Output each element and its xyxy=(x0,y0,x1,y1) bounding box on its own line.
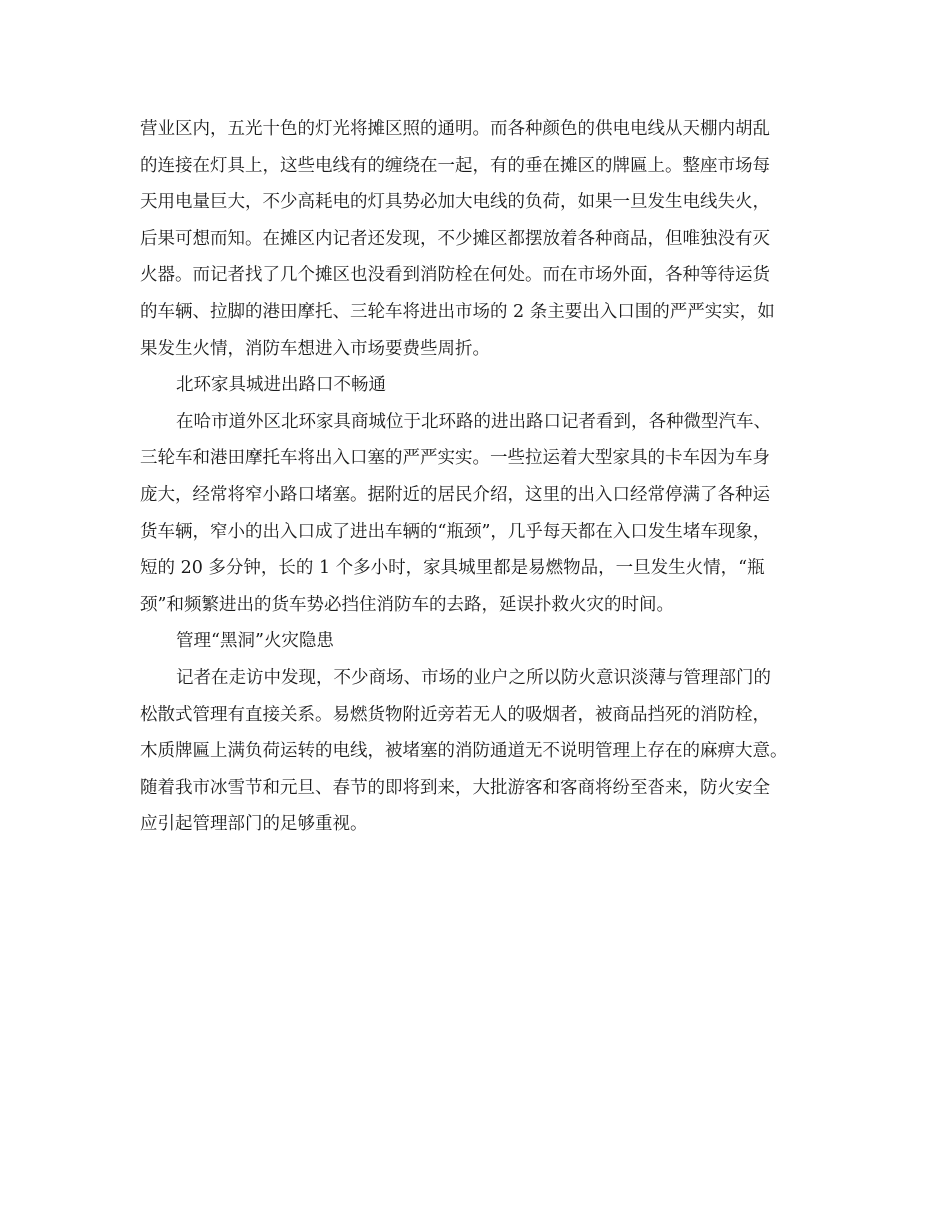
text-line: 应引起管理部门的足够重视。 xyxy=(140,814,368,835)
text-line: 记者在走访中发现，不少商场、市场的业户之所以防火意识淡薄与管理部门的 xyxy=(176,667,771,688)
text-line: 在哈市道外区北环家具商城位于北环路的进出路口记者看到，各种微型汽车、 xyxy=(176,411,771,432)
section-heading: 管理“黑洞”火灾隐患 xyxy=(176,631,334,652)
text-line: 短的 20 多分钟，长的 1 个多小时，家具城里都是易燃物品，一旦发生火情，“瓶 xyxy=(140,558,765,579)
text-line: 颈”和频繁进出的货车势必挡住消防车的去路，延误扑救火灾的时间。 xyxy=(140,594,674,615)
text-line: 木质牌匾上满负荷运转的电线，被堵塞的消防通道无不说明管理上存在的麻痹大意。 xyxy=(140,741,788,762)
text-line: 三轮车和港田摩托车将出入口塞的严严实实。一些拉运着大型家具的卡车因为车身 xyxy=(140,448,770,469)
text-line: 的连接在灯具上，这些电线有的缠绕在一起，有的垂在摊区的牌匾上。整座市场每 xyxy=(140,155,770,176)
text-line: 后果可想而知。在摊区内记者还发现，不少摊区都摆放着各种商品，但唯独没有灭 xyxy=(140,228,770,249)
text-line: 营业区内，五光十色的灯光将摊区照的通明。而各种颜色的供电电线从天棚内胡乱 xyxy=(140,119,770,139)
text-line: 火器。而记者找了几个摊区也没看到消防栓在何处。而在市场外面，各种等待运货 xyxy=(140,265,770,286)
text-line: 天用电量巨大，不少高耗电的灯具势必加大电线的负荷，如果一旦发生电线失火， xyxy=(140,192,770,213)
text-line: 松散式管理有直接关系。易燃货物附近旁若无人的吸烟者，被商品挡死的消防栓， xyxy=(140,704,770,725)
section-heading: 北环家具城进出路口不畅通 xyxy=(176,375,386,396)
text-line: 庞大，经常将窄小路口堵塞。据附近的居民介绍，这里的出入口经常停满了各种运 xyxy=(140,484,770,505)
text-line: 随着我市冰雪节和元旦、春节的即将到来，大批游客和客商将纷至沓来，防火安全 xyxy=(140,777,770,798)
text-line: 的车辆、拉脚的港田摩托、三轮车将进出市场的 2 条主要出入口围的严严实实，如 xyxy=(140,301,775,322)
text-line: 货车辆，窄小的出入口成了进出车辆的“瓶颈”，几乎每天都在入口发生堵车现象， xyxy=(140,521,771,542)
article-body xyxy=(140,111,830,843)
text-line: 果发生火情，消防车想进入市场要费些周折。 xyxy=(140,338,490,359)
